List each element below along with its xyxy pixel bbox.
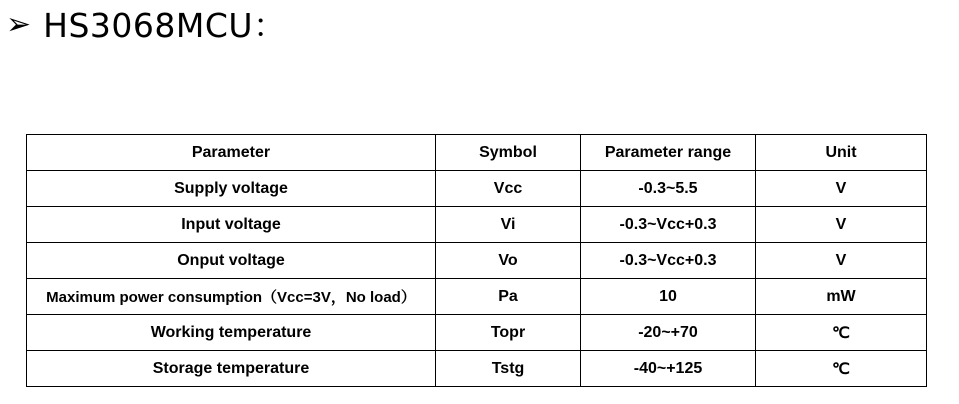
table-row [27,243,927,279]
cell-parameter: Onput voltage [27,243,436,279]
column-header-symbol: Symbol [436,135,581,171]
cell-unit: ℃ [756,315,927,351]
column-header-unit: Unit [756,135,927,171]
cell-parameter: Supply voltage [27,171,436,207]
heading-title: HS3068MCU： [43,5,287,45]
cell-range: -0.3~Vcc+0.3 [581,243,756,279]
section-heading [6,0,287,50]
cell-unit: V [756,243,927,279]
table-row [27,279,927,315]
cell-range: -0.3~5.5 [581,171,756,207]
parameter-table [26,134,927,387]
table-row [27,351,927,387]
cell-parameter: Maximum power consumption（Vcc=3V，No load） [27,279,436,315]
cell-unit: V [756,171,927,207]
cell-range: 10 [581,279,756,315]
cell-unit: mW [756,279,927,315]
column-header-parameter: Parameter [27,135,436,171]
arrow-bullet-icon: ➢ [6,7,32,42]
table-row [27,171,927,207]
cell-parameter: Input voltage [27,207,436,243]
table-row [27,207,927,243]
table-header-row [27,135,927,171]
cell-range: -40~+125 [581,351,756,387]
table-row [27,315,927,351]
cell-symbol: Vcc [436,171,581,207]
cell-unit: ℃ [756,351,927,387]
column-header-range: Parameter range [581,135,756,171]
cell-parameter: Working temperature [27,315,436,351]
cell-symbol: Topr [436,315,581,351]
cell-range: -0.3~Vcc+0.3 [581,207,756,243]
cell-symbol: Vo [436,243,581,279]
cell-unit: V [756,207,927,243]
cell-range: -20~+70 [581,315,756,351]
cell-symbol: Tstg [436,351,581,387]
cell-symbol: Pa [436,279,581,315]
cell-symbol: Vi [436,207,581,243]
cell-parameter: Storage temperature [27,351,436,387]
